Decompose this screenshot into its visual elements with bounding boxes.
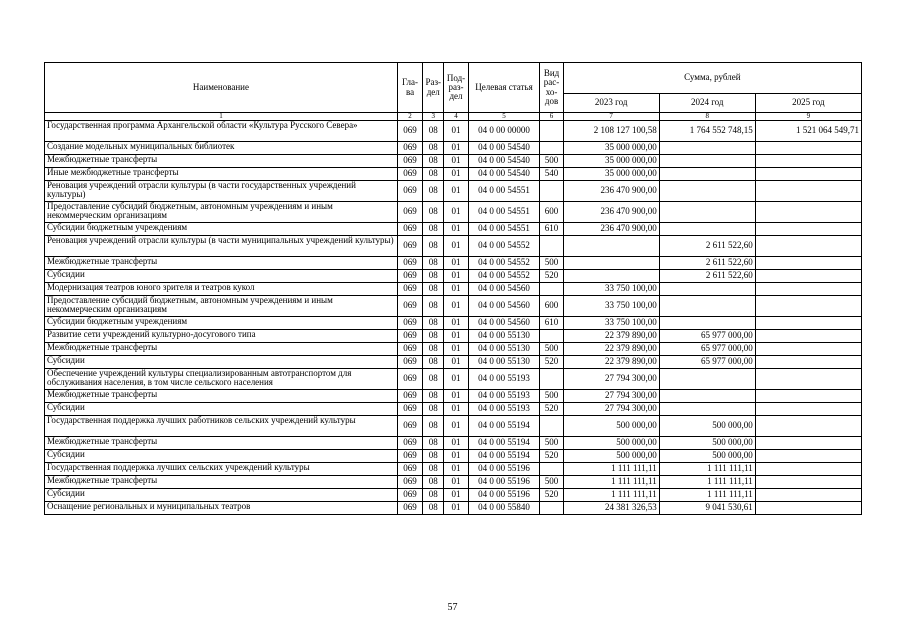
row-target-article: 04 0 00 55193 (468, 403, 540, 416)
table-row (45, 296, 862, 317)
row-sum-2025 (755, 502, 861, 515)
row-expense-type: 520 (540, 403, 563, 416)
row-sum-2023: 500 000,00 (563, 450, 659, 463)
row-razdel: 08 (423, 437, 444, 450)
row-sum-2025 (755, 369, 861, 390)
row-glava: 069 (397, 223, 422, 236)
row-razdel: 08 (423, 403, 444, 416)
row-razdel: 08 (423, 142, 444, 155)
row-glava: 069 (397, 463, 422, 476)
row-podrazdel: 01 (444, 317, 468, 330)
row-sum-2024: 65 977 000,00 (659, 330, 755, 343)
row-sum-2024 (659, 202, 755, 223)
row-podrazdel: 01 (444, 223, 468, 236)
column-number: 9 (755, 113, 861, 121)
row-sum-2023 (563, 236, 659, 257)
header-year-2023: 2023 год (563, 94, 659, 113)
row-target-article: 04 0 00 00000 (468, 121, 540, 142)
row-expense-type: 500 (540, 476, 563, 489)
row-glava: 069 (397, 390, 422, 403)
header-target-article: Целевая статья (468, 63, 540, 113)
row-sum-2023: 236 470 900,00 (563, 181, 659, 202)
column-number: 7 (563, 113, 659, 121)
row-name: Модернизация театров юного зрителя и театров кукол (45, 283, 398, 296)
row-sum-2024 (659, 223, 755, 236)
row-name: Развитие сети учреждений культурно-досугового типа (45, 330, 398, 343)
row-sum-2024: 2 611 522,60 (659, 236, 755, 257)
row-razdel: 08 (423, 270, 444, 283)
table-row (45, 476, 862, 489)
row-target-article: 04 0 00 54540 (468, 155, 540, 168)
row-sum-2023 (563, 257, 659, 270)
row-sum-2025 (755, 356, 861, 369)
row-sum-2025 (755, 476, 861, 489)
row-glava: 069 (397, 343, 422, 356)
row-sum-2023: 35 000 000,00 (563, 142, 659, 155)
row-sum-2025 (755, 223, 861, 236)
row-sum-2023: 33 750 100,00 (563, 317, 659, 330)
row-expense-type: 610 (540, 317, 563, 330)
header-sum: Сумма, рублей (563, 63, 861, 94)
row-name: Государственная программа Архангельской области «Культура Русского Севера» (45, 121, 398, 142)
header-razdel: Раз-дел (423, 63, 444, 113)
row-name: Государственная поддержка лучших работников сельских учреждений культуры (45, 416, 398, 437)
row-podrazdel: 01 (444, 202, 468, 223)
row-sum-2025 (755, 437, 861, 450)
row-expense-type: 500 (540, 437, 563, 450)
row-podrazdel: 01 (444, 236, 468, 257)
row-podrazdel: 01 (444, 502, 468, 515)
row-sum-2025 (755, 142, 861, 155)
row-sum-2024 (659, 168, 755, 181)
header-glava: Гла-ва (397, 63, 422, 113)
row-glava: 069 (397, 437, 422, 450)
row-sum-2024: 500 000,00 (659, 450, 755, 463)
row-target-article: 04 0 00 54551 (468, 223, 540, 236)
row-name: Иные межбюджетные трансферты (45, 168, 398, 181)
row-glava: 069 (397, 168, 422, 181)
column-number: 3 (423, 113, 444, 121)
header-podrazdel: Под-раз-дел (444, 63, 468, 113)
column-number: 6 (540, 113, 563, 121)
row-podrazdel: 01 (444, 142, 468, 155)
row-podrazdel: 01 (444, 416, 468, 437)
table-header (45, 63, 862, 121)
row-glava: 069 (397, 296, 422, 317)
row-podrazdel: 01 (444, 356, 468, 369)
row-name: Субсидии бюджетным учреждениям (45, 317, 398, 330)
row-sum-2024 (659, 317, 755, 330)
row-sum-2024 (659, 403, 755, 416)
row-sum-2023: 27 794 300,00 (563, 369, 659, 390)
row-glava: 069 (397, 155, 422, 168)
table-row (45, 403, 862, 416)
row-sum-2023: 24 381 326,53 (563, 502, 659, 515)
row-sum-2023: 22 379 890,00 (563, 343, 659, 356)
row-sum-2024 (659, 390, 755, 403)
row-name: Оснащение региональных и муниципальных театров (45, 502, 398, 515)
row-razdel: 08 (423, 390, 444, 403)
row-sum-2025 (755, 155, 861, 168)
row-expense-type (540, 416, 563, 437)
row-sum-2025: 1 521 064 549,71 (755, 121, 861, 142)
row-sum-2024: 500 000,00 (659, 416, 755, 437)
row-razdel: 08 (423, 223, 444, 236)
row-sum-2023: 500 000,00 (563, 437, 659, 450)
row-sum-2023: 22 379 890,00 (563, 330, 659, 343)
table-row (45, 502, 862, 515)
row-razdel: 08 (423, 257, 444, 270)
row-sum-2025 (755, 283, 861, 296)
row-sum-2025 (755, 270, 861, 283)
row-glava: 069 (397, 489, 422, 502)
table-row (45, 223, 862, 236)
row-target-article: 04 0 00 55194 (468, 437, 540, 450)
table-row (45, 236, 862, 257)
table-row (45, 416, 862, 437)
row-razdel: 08 (423, 236, 444, 257)
row-podrazdel: 01 (444, 476, 468, 489)
row-name: Обеспечение учреждений культуры специализированным автотранспортом для обслуживания населения, в том числе сельского населения (45, 369, 398, 390)
row-razdel: 08 (423, 450, 444, 463)
row-name: Создание модельных муниципальных библиотек (45, 142, 398, 155)
row-sum-2024: 1 111 111,11 (659, 489, 755, 502)
row-podrazdel: 01 (444, 437, 468, 450)
row-razdel: 08 (423, 416, 444, 437)
table-row (45, 257, 862, 270)
row-name: Предоставление субсидий бюджетным, автономным учреждениям и иным некоммерческим организациям (45, 202, 398, 223)
row-sum-2023: 236 470 900,00 (563, 202, 659, 223)
table-row (45, 463, 862, 476)
row-expense-type: 500 (540, 155, 563, 168)
table-row (45, 437, 862, 450)
row-name: Межбюджетные трансферты (45, 155, 398, 168)
row-target-article: 04 0 00 55196 (468, 489, 540, 502)
row-podrazdel: 01 (444, 489, 468, 502)
table-row (45, 450, 862, 463)
table-row (45, 270, 862, 283)
row-target-article: 04 0 00 55196 (468, 476, 540, 489)
row-name: Межбюджетные трансферты (45, 257, 398, 270)
row-name: Межбюджетные трансферты (45, 343, 398, 356)
row-razdel: 08 (423, 502, 444, 515)
table-row (45, 142, 862, 155)
row-glava: 069 (397, 181, 422, 202)
row-name: Предоставление субсидий бюджетным, автономным учреждениям и иным некоммерческим организациям (45, 296, 398, 317)
row-razdel: 08 (423, 121, 444, 142)
row-podrazdel: 01 (444, 390, 468, 403)
row-target-article: 04 0 00 55193 (468, 369, 540, 390)
row-target-article: 04 0 00 54540 (468, 142, 540, 155)
table-row (45, 343, 862, 356)
row-razdel: 08 (423, 330, 444, 343)
page-number: 57 (447, 602, 458, 613)
row-sum-2023: 35 000 000,00 (563, 168, 659, 181)
row-sum-2024: 1 111 111,11 (659, 463, 755, 476)
row-sum-2025 (755, 403, 861, 416)
row-name: Субсидии (45, 403, 398, 416)
row-expense-type: 600 (540, 202, 563, 223)
row-sum-2024: 2 611 522,60 (659, 270, 755, 283)
row-sum-2023 (563, 270, 659, 283)
row-sum-2024: 1 111 111,11 (659, 476, 755, 489)
row-razdel: 08 (423, 476, 444, 489)
row-glava: 069 (397, 369, 422, 390)
row-expense-type: 610 (540, 223, 563, 236)
row-sum-2023: 1 111 111,11 (563, 489, 659, 502)
row-sum-2024: 500 000,00 (659, 437, 755, 450)
row-name: Реновация учреждений отрасли культуры (в части государственных учреждений культуры) (45, 181, 398, 202)
row-glava: 069 (397, 502, 422, 515)
row-glava: 069 (397, 317, 422, 330)
row-sum-2025 (755, 343, 861, 356)
header-expense-type: Вид рас-хо-дов (540, 63, 563, 113)
row-razdel: 08 (423, 296, 444, 317)
row-razdel: 08 (423, 181, 444, 202)
row-razdel: 08 (423, 356, 444, 369)
row-expense-type (540, 142, 563, 155)
row-sum-2025 (755, 202, 861, 223)
column-number-row (45, 113, 862, 121)
table-row (45, 168, 862, 181)
column-number: 4 (444, 113, 468, 121)
row-target-article: 04 0 00 55194 (468, 450, 540, 463)
row-razdel: 08 (423, 369, 444, 390)
column-number: 8 (659, 113, 755, 121)
row-expense-type (540, 330, 563, 343)
row-razdel: 08 (423, 317, 444, 330)
row-razdel: 08 (423, 463, 444, 476)
row-sum-2025 (755, 463, 861, 476)
row-name: Реновация учреждений отрасли культуры (в части муниципальных учреждений культуры) (45, 236, 398, 257)
row-sum-2024 (659, 181, 755, 202)
row-glava: 069 (397, 450, 422, 463)
header-year-2025: 2025 год (755, 94, 861, 113)
row-razdel: 08 (423, 489, 444, 502)
row-target-article: 04 0 00 54560 (468, 296, 540, 317)
row-sum-2024: 1 764 552 748,15 (659, 121, 755, 142)
row-sum-2023: 27 794 300,00 (563, 403, 659, 416)
row-glava: 069 (397, 270, 422, 283)
row-expense-type: 500 (540, 390, 563, 403)
row-glava: 069 (397, 283, 422, 296)
row-podrazdel: 01 (444, 330, 468, 343)
row-razdel: 08 (423, 155, 444, 168)
row-podrazdel: 01 (444, 296, 468, 317)
header-name: Наименование (45, 63, 398, 113)
row-glava: 069 (397, 257, 422, 270)
header-year-2024: 2024 год (659, 94, 755, 113)
row-target-article: 04 0 00 54552 (468, 270, 540, 283)
row-target-article: 04 0 00 54551 (468, 181, 540, 202)
row-razdel: 08 (423, 168, 444, 181)
row-target-article: 04 0 00 54551 (468, 202, 540, 223)
row-sum-2025 (755, 236, 861, 257)
table-row (45, 155, 862, 168)
row-expense-type: 500 (540, 257, 563, 270)
row-expense-type (540, 283, 563, 296)
row-expense-type: 600 (540, 296, 563, 317)
row-podrazdel: 01 (444, 121, 468, 142)
row-sum-2023: 2 108 127 100,58 (563, 121, 659, 142)
row-name: Субсидии бюджетным учреждениям (45, 223, 398, 236)
row-sum-2023: 500 000,00 (563, 416, 659, 437)
row-sum-2023: 22 379 890,00 (563, 356, 659, 369)
row-name: Субсидии (45, 450, 398, 463)
row-target-article: 04 0 00 55130 (468, 343, 540, 356)
row-expense-type: 520 (540, 270, 563, 283)
row-target-article: 04 0 00 54560 (468, 317, 540, 330)
row-glava: 069 (397, 236, 422, 257)
row-sum-2024 (659, 369, 755, 390)
row-expense-type (540, 236, 563, 257)
row-sum-2024: 9 041 530,61 (659, 502, 755, 515)
row-name: Субсидии (45, 489, 398, 502)
table-row (45, 283, 862, 296)
row-target-article: 04 0 00 55840 (468, 502, 540, 515)
row-expense-type (540, 121, 563, 142)
row-expense-type: 520 (540, 356, 563, 369)
table-row (45, 330, 862, 343)
row-sum-2024: 65 977 000,00 (659, 343, 755, 356)
table-row (45, 489, 862, 502)
row-sum-2025 (755, 330, 861, 343)
row-sum-2025 (755, 450, 861, 463)
row-sum-2025 (755, 181, 861, 202)
row-glava: 069 (397, 121, 422, 142)
table-row (45, 390, 862, 403)
row-sum-2025 (755, 296, 861, 317)
row-expense-type: 520 (540, 489, 563, 502)
row-sum-2023: 1 111 111,11 (563, 463, 659, 476)
table-row (45, 202, 862, 223)
table-row (45, 317, 862, 330)
row-sum-2025 (755, 317, 861, 330)
row-podrazdel: 01 (444, 283, 468, 296)
row-name: Межбюджетные трансферты (45, 390, 398, 403)
row-glava: 069 (397, 476, 422, 489)
row-sum-2023: 1 111 111,11 (563, 476, 659, 489)
row-name: Субсидии (45, 356, 398, 369)
row-podrazdel: 01 (444, 168, 468, 181)
row-glava: 069 (397, 416, 422, 437)
row-sum-2023: 33 750 100,00 (563, 296, 659, 317)
row-expense-type: 520 (540, 450, 563, 463)
row-podrazdel: 01 (444, 270, 468, 283)
row-razdel: 08 (423, 283, 444, 296)
row-expense-type (540, 502, 563, 515)
column-number: 1 (45, 113, 398, 121)
row-target-article: 04 0 00 54552 (468, 236, 540, 257)
row-glava: 069 (397, 142, 422, 155)
row-glava: 069 (397, 356, 422, 369)
row-target-article: 04 0 00 54540 (468, 168, 540, 181)
row-sum-2024 (659, 155, 755, 168)
row-sum-2023: 35 000 000,00 (563, 155, 659, 168)
row-sum-2023: 27 794 300,00 (563, 390, 659, 403)
row-expense-type: 500 (540, 343, 563, 356)
row-podrazdel: 01 (444, 257, 468, 270)
table-row (45, 181, 862, 202)
row-podrazdel: 01 (444, 450, 468, 463)
row-glava: 069 (397, 403, 422, 416)
table-row (45, 369, 862, 390)
row-sum-2025 (755, 416, 861, 437)
table-row (45, 356, 862, 369)
row-sum-2025 (755, 257, 861, 270)
row-sum-2024 (659, 296, 755, 317)
row-podrazdel: 01 (444, 369, 468, 390)
row-target-article: 04 0 00 54552 (468, 257, 540, 270)
row-glava: 069 (397, 202, 422, 223)
row-target-article: 04 0 00 55130 (468, 330, 540, 343)
row-name: Межбюджетные трансферты (45, 476, 398, 489)
row-target-article: 04 0 00 55194 (468, 416, 540, 437)
column-number: 5 (468, 113, 540, 121)
column-number: 2 (397, 113, 422, 121)
row-name: Субсидии (45, 270, 398, 283)
row-podrazdel: 01 (444, 181, 468, 202)
row-target-article: 04 0 00 55193 (468, 390, 540, 403)
row-podrazdel: 01 (444, 463, 468, 476)
row-sum-2024 (659, 283, 755, 296)
table-body (45, 121, 862, 515)
row-expense-type (540, 181, 563, 202)
row-name: Межбюджетные трансферты (45, 437, 398, 450)
row-razdel: 08 (423, 202, 444, 223)
budget-table (44, 62, 862, 515)
row-sum-2025 (755, 390, 861, 403)
row-target-article: 04 0 00 54560 (468, 283, 540, 296)
row-expense-type (540, 369, 563, 390)
row-sum-2024 (659, 142, 755, 155)
row-sum-2024: 65 977 000,00 (659, 356, 755, 369)
row-podrazdel: 01 (444, 343, 468, 356)
row-sum-2023: 33 750 100,00 (563, 283, 659, 296)
row-expense-type (540, 463, 563, 476)
row-sum-2025 (755, 489, 861, 502)
row-sum-2023: 236 470 900,00 (563, 223, 659, 236)
table-row (45, 121, 862, 142)
row-expense-type: 540 (540, 168, 563, 181)
row-podrazdel: 01 (444, 155, 468, 168)
row-razdel: 08 (423, 343, 444, 356)
row-sum-2025 (755, 168, 861, 181)
row-target-article: 04 0 00 55130 (468, 356, 540, 369)
row-target-article: 04 0 00 55196 (468, 463, 540, 476)
row-sum-2024: 2 611 522,60 (659, 257, 755, 270)
row-name: Государственная поддержка лучших сельских учреждений культуры (45, 463, 398, 476)
row-podrazdel: 01 (444, 403, 468, 416)
row-glava: 069 (397, 330, 422, 343)
